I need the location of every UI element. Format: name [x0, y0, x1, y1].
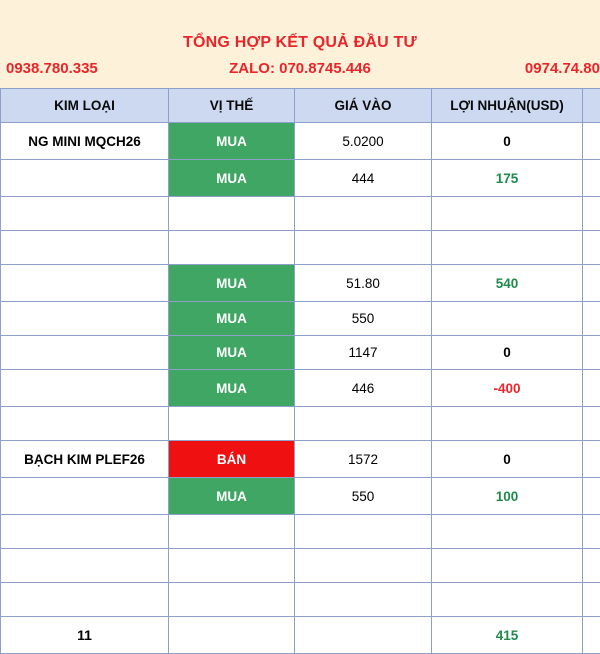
cell-price: 550	[295, 478, 432, 515]
cell-spill	[583, 160, 600, 197]
cell-spill	[583, 478, 600, 515]
zalo-contact: ZALO: 070.8745.446	[0, 60, 600, 77]
cell-metal: NG MINI MQCH26	[1, 123, 169, 160]
cell-metal	[1, 231, 169, 265]
cell-metal	[1, 407, 169, 441]
total-position-cell	[169, 617, 295, 654]
table-row	[1, 441, 600, 478]
cell-position	[169, 197, 295, 231]
cell-price: 1572	[295, 441, 432, 478]
total-price-cell	[295, 617, 432, 654]
column-header-metal: KIM LOẠI	[1, 89, 169, 123]
cell-position: MUA	[169, 265, 295, 302]
cell-position	[169, 407, 295, 441]
total-profit: 415	[432, 617, 583, 654]
cell-metal	[1, 336, 169, 370]
cell-spill	[583, 265, 600, 302]
table-row	[1, 336, 600, 370]
results-table	[0, 88, 600, 654]
table-row	[1, 302, 600, 336]
cell-position	[169, 515, 295, 549]
table-row	[1, 407, 600, 441]
cell-spill	[583, 549, 600, 583]
cell-spill	[583, 441, 600, 478]
table-row	[1, 549, 600, 583]
cell-spill	[583, 197, 600, 231]
cell-metal	[1, 370, 169, 407]
cell-position: MUA	[169, 123, 295, 160]
cell-profit	[432, 302, 583, 336]
cell-price	[295, 549, 432, 583]
page-title: TỔNG HỢP KẾT QUẢ ĐẦU TƯ	[0, 34, 600, 52]
cell-profit	[432, 407, 583, 441]
cell-profit	[432, 231, 583, 265]
cell-price: 1147	[295, 336, 432, 370]
cell-metal	[1, 302, 169, 336]
cell-price	[295, 407, 432, 441]
column-header-entry-price: GIÁ VÀO	[295, 89, 432, 123]
table-row	[1, 478, 600, 515]
cell-price: 51.80	[295, 265, 432, 302]
cell-position: MUA	[169, 160, 295, 197]
cell-position	[169, 231, 295, 265]
cell-spill	[583, 407, 600, 441]
header-banner	[0, 0, 600, 88]
cell-profit: -400	[432, 370, 583, 407]
cell-metal: BẠCH KIM PLEF26	[1, 441, 169, 478]
column-header-spill	[583, 89, 600, 123]
total-label: 11	[1, 617, 169, 654]
cell-metal	[1, 515, 169, 549]
cell-spill	[583, 617, 600, 654]
table-body	[1, 123, 600, 654]
cell-price	[295, 197, 432, 231]
cell-profit: 0	[432, 336, 583, 370]
phone-left: 0938.780.335	[6, 60, 98, 77]
table-row	[1, 123, 600, 160]
cell-price	[295, 515, 432, 549]
table-header-row	[1, 89, 600, 123]
cell-position	[169, 549, 295, 583]
column-header-profit: LỢI NHUẬN(USD)	[432, 89, 583, 123]
table-row	[1, 160, 600, 197]
cell-spill	[583, 231, 600, 265]
cell-price: 550	[295, 302, 432, 336]
cell-profit: 0	[432, 123, 583, 160]
cell-position: BÁN	[169, 441, 295, 478]
cell-spill	[583, 302, 600, 336]
cell-price: 5.0200	[295, 123, 432, 160]
cell-profit	[432, 197, 583, 231]
cell-position: MUA	[169, 370, 295, 407]
table-row	[1, 197, 600, 231]
cell-profit: 540	[432, 265, 583, 302]
cell-price	[295, 231, 432, 265]
cell-position: MUA	[169, 478, 295, 515]
cell-metal	[1, 478, 169, 515]
table-total-row	[1, 617, 600, 654]
cell-profit: 0	[432, 441, 583, 478]
table-row	[1, 370, 600, 407]
cell-position: MUA	[169, 302, 295, 336]
cell-spill	[583, 515, 600, 549]
table-row	[1, 265, 600, 302]
cell-metal	[1, 197, 169, 231]
cell-spill	[583, 123, 600, 160]
cell-metal	[1, 265, 169, 302]
cell-price: 444	[295, 160, 432, 197]
cell-profit: 100	[432, 478, 583, 515]
phone-right: 0974.74.80	[525, 60, 600, 77]
column-header-position: VỊ THẾ	[169, 89, 295, 123]
cell-profit	[432, 515, 583, 549]
cell-spill	[583, 370, 600, 407]
cell-profit	[432, 549, 583, 583]
cell-metal	[1, 160, 169, 197]
table-row	[1, 231, 600, 265]
cell-price: 446	[295, 370, 432, 407]
cell-position: MUA	[169, 336, 295, 370]
cell-profit: 175	[432, 160, 583, 197]
cell-metal	[1, 549, 169, 583]
table-row	[1, 515, 600, 549]
cell-spill	[583, 336, 600, 370]
